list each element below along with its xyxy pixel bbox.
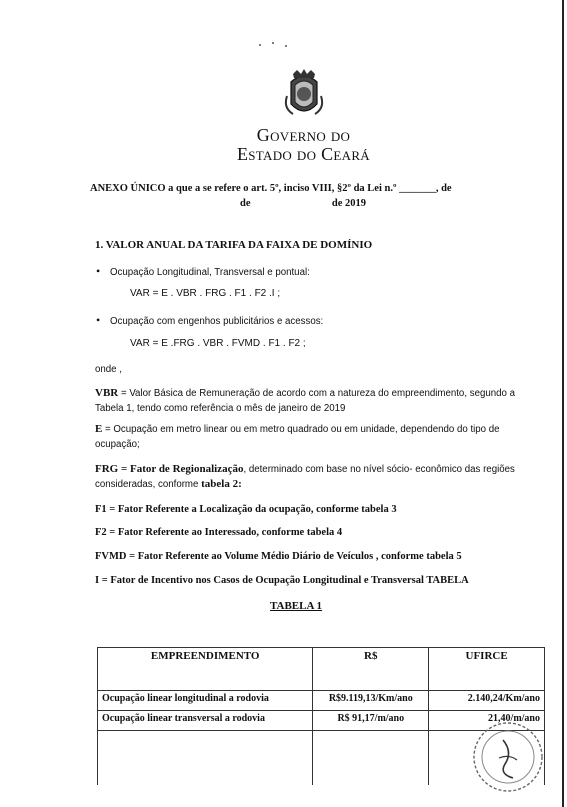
def-e: E = Ocupação em metro linear ou em metro quadrado ou em unidade, dependendo do tipo de ocupação;: [95, 423, 500, 450]
round-office-stamp: [469, 718, 547, 796]
def-f2: F2 = Fator Referente ao Interessado, conforme tabela 4: [95, 527, 343, 538]
bullet-icon: •: [96, 313, 101, 327]
onde-text: onde ,: [95, 364, 122, 375]
table-cell: [98, 731, 313, 786]
bullet2-text: Ocupação com engenhos publicitários e acessos:: [110, 316, 324, 327]
table-cell: R$9.119,13/Km/ano: [313, 691, 429, 711]
bullet-icon: •: [96, 264, 101, 278]
ceara-coat-of-arms-seal: [283, 68, 325, 120]
table-header: EMPREENDIMENTO: [98, 648, 313, 691]
def-vbr: VBR = Valor Básica de Remuneração de acordo com a natureza do empreendimento, segundo a Tabela 1, tendo como referência o mês de janeiro de 2019: [95, 387, 515, 414]
bullet1-text: Ocupação Longitudinal, Transversal e pontual:: [110, 267, 310, 278]
page-edge-line: [562, 0, 564, 807]
table-row: [98, 691, 545, 711]
formula-2: VAR = E .FRG . VBR . FVMD . F1 . F2 ;: [130, 338, 306, 349]
table-header: UFIRCE: [429, 648, 545, 691]
table-header-row: [98, 648, 545, 691]
anexo-heading: ANEXO ÚNICO a que a se refere o art. 5º, inciso VIII, §2º da Lei n.º _______, de de de 2019: [90, 183, 452, 209]
def-frg: FRG = Fator de Regionalização, determinado com base no nível sócio- econômico das regiões consideradas, conforme tabela 2:: [95, 463, 515, 490]
header-line2: ESTADO DO CEARÁ: [236, 144, 370, 164]
table-cell: 21,40/m/ano: [429, 711, 545, 731]
header-line1: GOVERNO DO: [256, 125, 351, 145]
section-1-title: 1. VALOR ANUAL DA TARIFA DA FAIXA DE DOMÍNIO: [95, 239, 373, 251]
table-cell: Ocupação linear transversal a rodovia: [98, 711, 313, 731]
def-fvmd: FVMD = Fator Referente ao Volume Médio Diário de Veículos , conforme tabela 5: [95, 551, 462, 562]
def-f1: F1 = Fator Referente a Localização da ocupação, conforme tabela 3: [95, 504, 397, 515]
table-cell: 2.140,24/Km/ano: [429, 691, 545, 711]
table-cell: [313, 731, 429, 786]
table-cell: Ocupação linear longitudinal a rodovia: [98, 691, 313, 711]
formula-1: VAR = E . VBR . FRG . F1 . F2 .I ;: [130, 288, 281, 299]
table-header: R$: [313, 648, 429, 691]
table-cell: R$ 91,17/m/ano: [313, 711, 429, 731]
def-i: I = Fator de Incentivo nos Casos de Ocupação Longitudinal e Transversal TABELA: [95, 575, 469, 586]
tabela-1-title: TABELA 1: [270, 600, 323, 612]
